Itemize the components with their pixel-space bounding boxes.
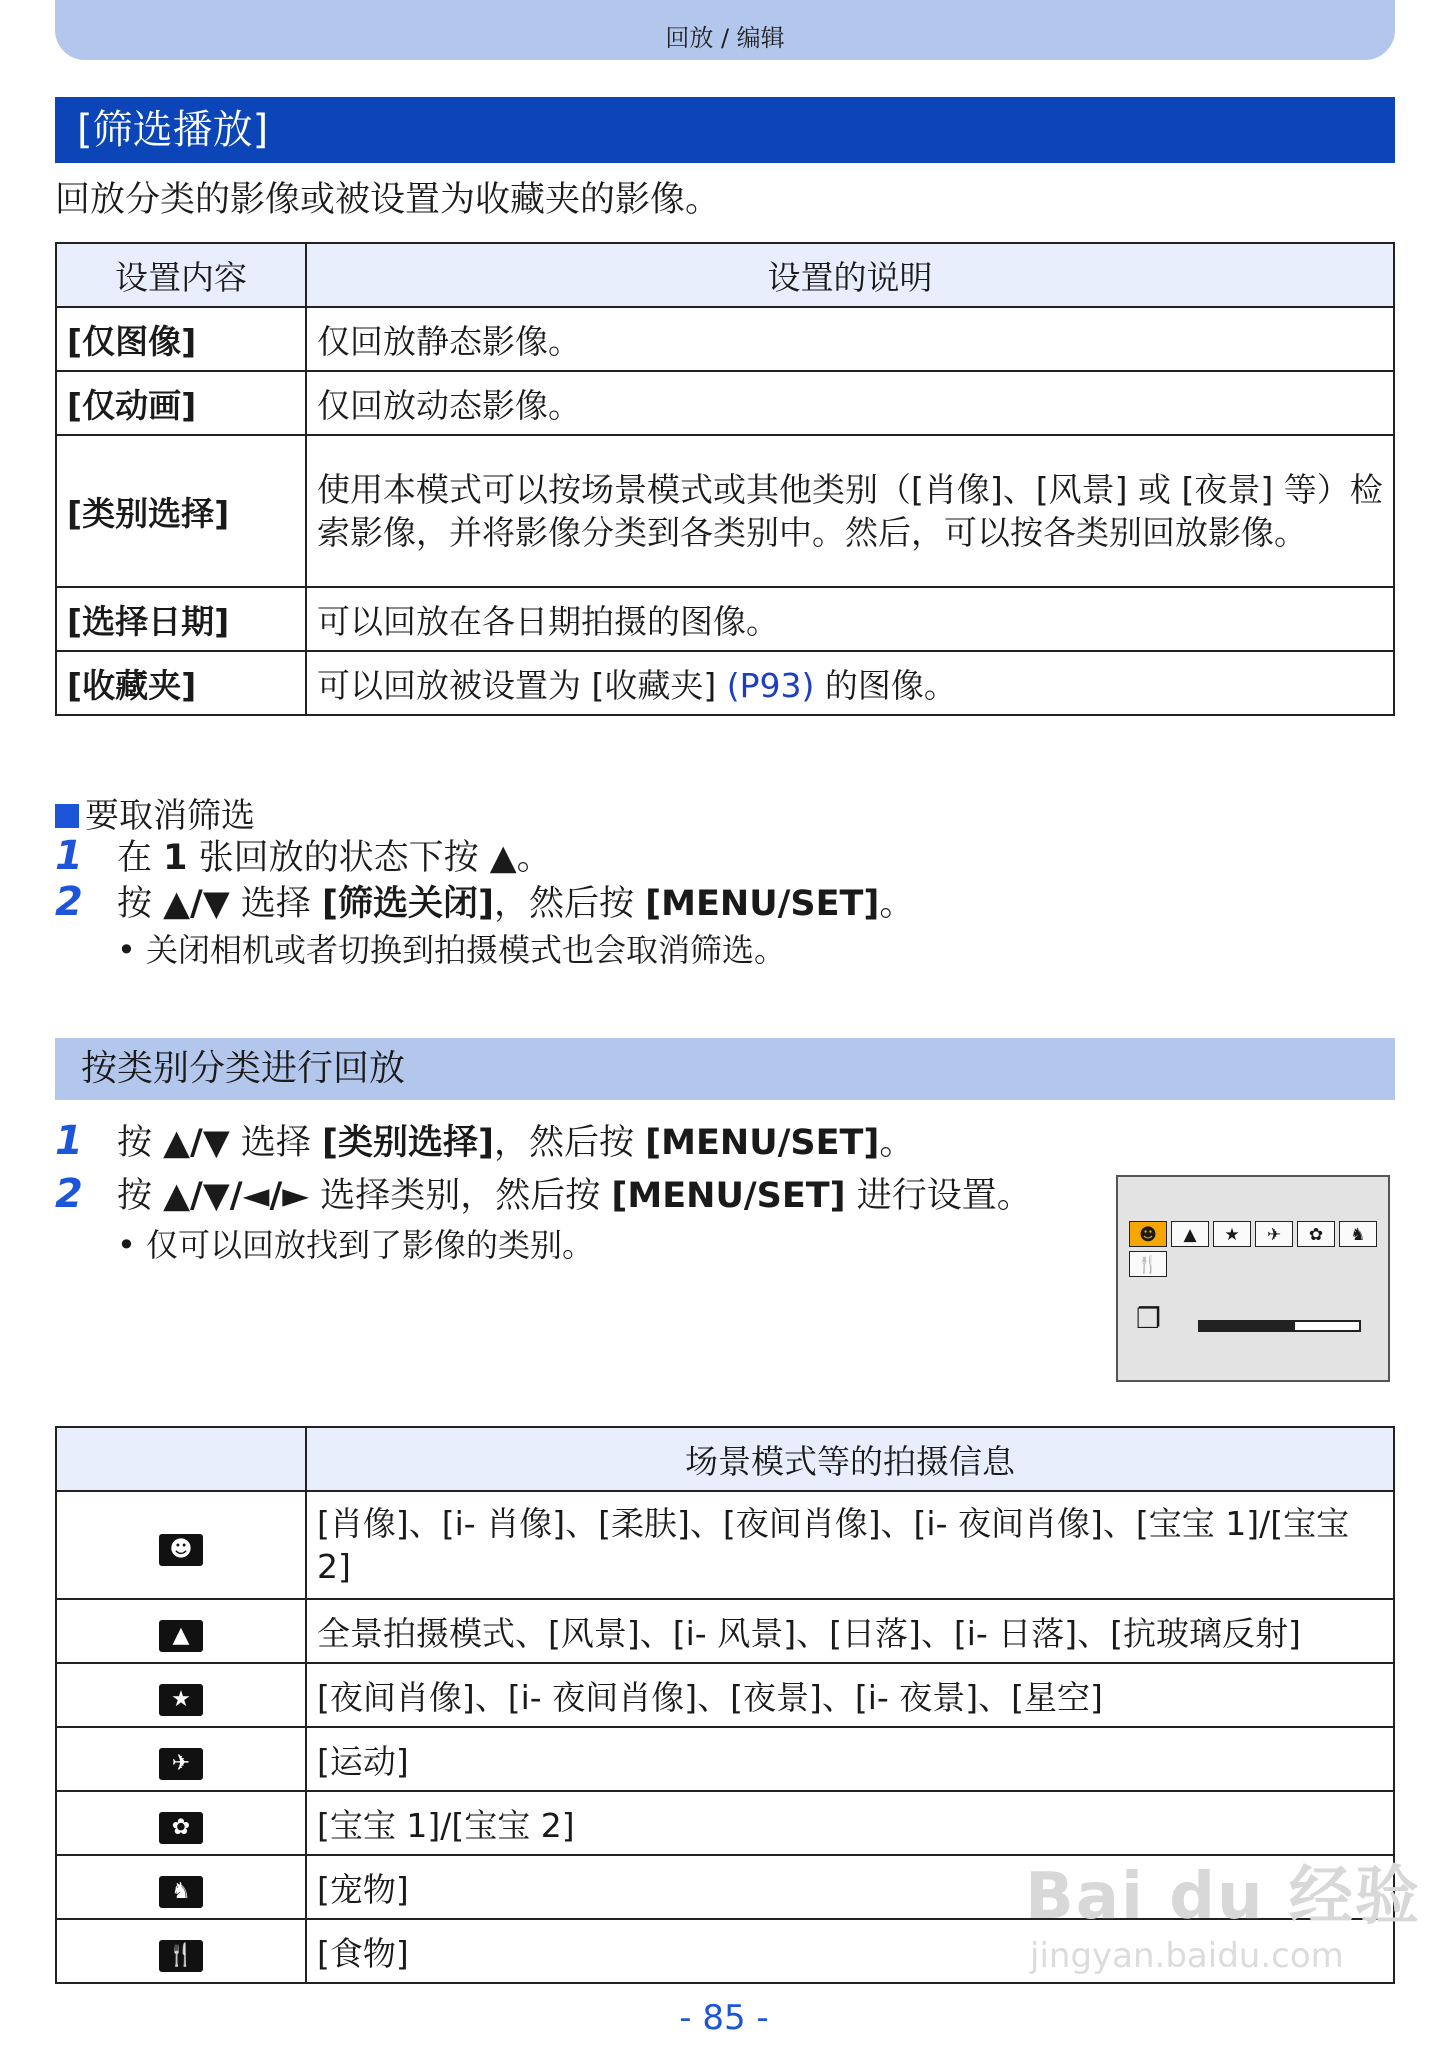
- table-row: [56, 371, 1394, 435]
- row-name: [仅图像]: [56, 307, 306, 371]
- row-desc: [夜间肖像]、[i- 夜间肖像]、[夜景]、[i- 夜景]、[星空]: [306, 1663, 1394, 1727]
- row-desc: 仅回放动态影像。: [306, 371, 1394, 435]
- category-note: • 仅可以回放找到了影像的类别。: [117, 1226, 595, 1264]
- header-setting: 设置内容: [56, 243, 306, 307]
- scenery-icon: ▲: [1171, 1221, 1209, 1247]
- step-number: 1: [55, 833, 83, 879]
- table-row: [56, 1663, 1394, 1727]
- table-row: [56, 1491, 1394, 1599]
- row-desc: 使用本模式可以按场景模式或其他类别（[肖像]、[风景] 或 [夜景] 等）检索影像，并将影像分类到各类别中。然后，可以按各类别回放影像。: [306, 435, 1394, 587]
- baby-icon: ✿: [1297, 1221, 1335, 1247]
- row-desc: [肖像]、[i- 肖像]、[柔肤]、[夜间肖像]、[i- 夜间肖像]、[宝宝 1]/[宝宝 2]: [306, 1491, 1394, 1599]
- step-number: 2: [55, 1171, 83, 1217]
- table-header: [56, 1427, 1394, 1491]
- row-desc: [306, 651, 1394, 715]
- food-icon: 🍴: [159, 1940, 203, 1972]
- step-number: 1: [55, 1118, 83, 1164]
- table-row: [56, 1727, 1394, 1791]
- cancel-step-1: 1 在 1 张回放的状态下按 ▲。: [55, 833, 552, 879]
- cancel-title-text: 要取消筛选: [85, 796, 255, 836]
- row-desc: [食物]: [306, 1919, 1394, 1983]
- table-row: [56, 587, 1394, 651]
- page-number: - 85 -: [679, 1998, 769, 2038]
- category-step-1: 1 按 ▲/▼ 选择 [类别选择]，然后按 [MENU/SET]。: [55, 1118, 915, 1164]
- breadcrumb: 回放 / 编辑: [55, 0, 1395, 60]
- camera-screen-illustration: [1116, 1175, 1390, 1382]
- table-row: [56, 435, 1394, 587]
- header-description: 设置的说明: [306, 243, 1394, 307]
- pet-icon: ♞: [159, 1876, 203, 1908]
- search-progress-bar: [1198, 1320, 1361, 1332]
- step-number: 2: [55, 879, 83, 925]
- section-title: [筛选播放]: [55, 97, 1395, 163]
- table-row: [56, 651, 1394, 715]
- portrait-icon: ☻: [1129, 1221, 1167, 1247]
- header-info: 场景模式等的拍摄信息: [306, 1427, 1394, 1491]
- watermark-logo: Bai du 经验: [1025, 1860, 1421, 1934]
- filter-options-table: [55, 242, 1395, 716]
- food-icon: 🍴: [1129, 1251, 1167, 1277]
- pet-icon: ♞: [1339, 1221, 1377, 1247]
- scenery-icon: ▲: [159, 1620, 203, 1652]
- portrait-icon: ☻: [159, 1534, 203, 1566]
- image-stack-icon: ❐: [1136, 1302, 1162, 1335]
- night-icon: ★: [1213, 1221, 1251, 1247]
- header-icon: [56, 1427, 306, 1491]
- row-name: [收藏夹]: [56, 651, 306, 715]
- row-desc: [运动]: [306, 1727, 1394, 1791]
- page-link[interactable]: (P93): [726, 665, 815, 705]
- row-desc: [宝宝 1]/[宝宝 2]: [306, 1791, 1394, 1855]
- table-row: [56, 1599, 1394, 1663]
- subsection-title: 按类别分类进行回放: [55, 1038, 1395, 1100]
- row-name: [仅动画]: [56, 371, 306, 435]
- baby-icon: ✿: [159, 1812, 203, 1844]
- progress-fill: [1200, 1322, 1295, 1330]
- row-name: [类别选择]: [56, 435, 306, 587]
- sports-icon: ✈: [1255, 1221, 1293, 1247]
- row-name: [选择日期]: [56, 587, 306, 651]
- row-desc: 可以回放在各日期拍摄的图像。: [306, 587, 1394, 651]
- table-row: [56, 307, 1394, 371]
- night-portrait-icon: ★: [159, 1684, 203, 1716]
- sports-icon: ✈: [159, 1748, 203, 1780]
- row-desc: [宠物]: [306, 1855, 1394, 1919]
- desc-text: 的图像。: [814, 665, 957, 705]
- category-step-2: 2 按 ▲/▼/◄/► 选择类别，然后按 [MENU/SET] 进行设置。: [55, 1171, 1032, 1217]
- cancel-note: • 关闭相机或者切换到拍摄模式也会取消筛选。: [117, 931, 787, 969]
- table-header: [56, 243, 1394, 307]
- square-bullet-icon: [55, 804, 79, 828]
- row-desc: 全景拍摄模式、[风景]、[i- 风景]、[日落]、[i- 日落]、[抗玻璃反射]: [306, 1599, 1394, 1663]
- desc-text: 可以回放被设置为 [收藏夹]: [317, 665, 727, 705]
- row-desc: 仅回放静态影像。: [306, 307, 1394, 371]
- watermark-url: jingyan.baidu.com: [1030, 1936, 1344, 1976]
- cancel-step-2: 2 按 ▲/▼ 选择 [筛选关闭]，然后按 [MENU/SET]。: [55, 879, 915, 925]
- section-intro: 回放分类的影像或被设置为收藏夹的影像。: [55, 180, 721, 220]
